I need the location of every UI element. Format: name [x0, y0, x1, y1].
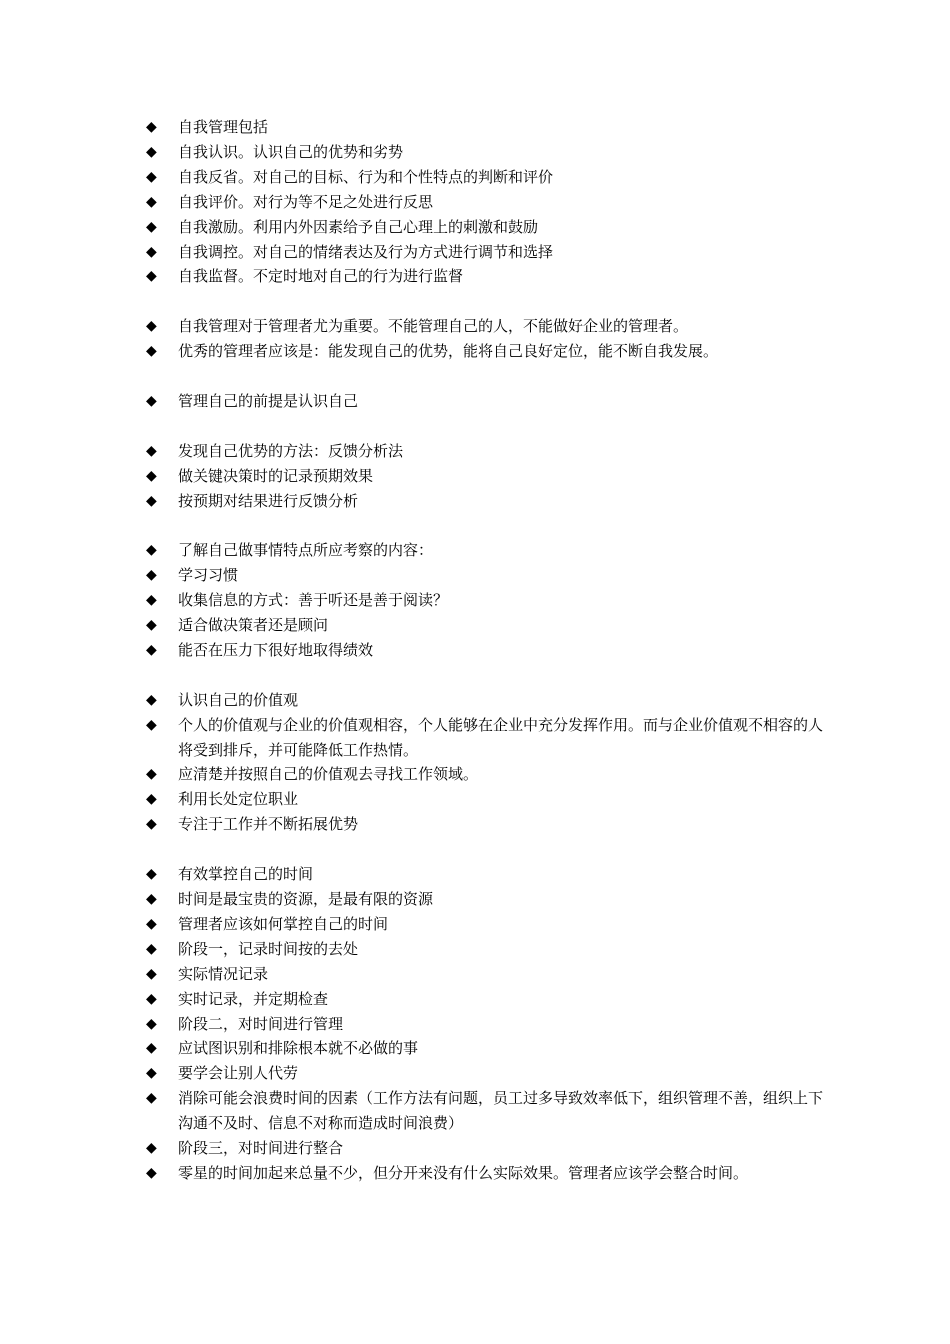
- diamond-bullet-icon: ◆: [146, 791, 157, 808]
- diamond-bullet-icon: ◆: [146, 168, 157, 185]
- diamond-bullet-icon: ◆: [146, 1090, 157, 1107]
- list-item: [146, 1136, 826, 1161]
- list-item-text: 认识自己的价值观: [178, 690, 299, 709]
- list-item-text: 发现自己优势的方法：反馈分析法: [178, 441, 404, 460]
- diamond-bullet-icon: ◆: [146, 442, 157, 459]
- list-item: [146, 314, 826, 339]
- list-item-text: 阶段三，对时间进行整合: [178, 1139, 344, 1158]
- list-item-text: 自我评价。对行为等不足之处进行反思: [178, 192, 434, 211]
- list-item: [146, 1061, 826, 1086]
- list-item-text: 应清楚并按照自己的价值观去寻找工作领域。: [178, 765, 479, 784]
- list-item-text: 实际情况记录: [178, 964, 269, 983]
- list-item: [146, 165, 826, 190]
- list-item-text: 自我认识。认识自己的优势和劣势: [178, 142, 404, 161]
- list-item: [146, 688, 826, 713]
- group-spacer: [146, 364, 826, 389]
- list-item-text: 自我反省。对自己的目标、行为和个性特点的判断和评价: [178, 167, 554, 186]
- diamond-bullet-icon: ◆: [146, 1015, 157, 1032]
- diamond-bullet-icon: ◆: [146, 567, 157, 584]
- list-item-text: 利用长处定位职业: [178, 790, 299, 809]
- list-item: [146, 140, 826, 165]
- group-spacer: [146, 663, 826, 688]
- list-item-text: 有效掌控自己的时间: [178, 865, 314, 884]
- list-item: [146, 1086, 826, 1136]
- list-item-text: 优秀的管理者应该是：能发现自己的优势，能将自己良好定位，能不断自我发展。: [178, 342, 719, 361]
- group-spacer: [146, 837, 826, 862]
- list-item: [146, 812, 826, 837]
- list-item: [146, 489, 826, 514]
- list-item: [146, 240, 826, 265]
- list-item: [146, 588, 826, 613]
- diamond-bullet-icon: ◆: [146, 617, 157, 634]
- list-item: [146, 190, 826, 215]
- diamond-bullet-icon: ◆: [146, 268, 157, 285]
- group-spacer: [146, 289, 826, 314]
- bullet-list: [146, 115, 826, 1186]
- list-item: [146, 115, 826, 140]
- list-item-text: 实时记录，并定期检查: [178, 989, 329, 1008]
- list-item: [146, 962, 826, 987]
- list-item-text: 管理自己的前提是认识自己: [178, 391, 359, 410]
- list-item: [146, 1161, 826, 1186]
- list-item: [146, 439, 826, 464]
- list-item: [146, 1012, 826, 1037]
- list-item-text: 做关键决策时的记录预期效果: [178, 466, 374, 485]
- list-item: [146, 987, 826, 1012]
- list-item-text: 了解自己做事情特点所应考察的内容：: [178, 541, 434, 560]
- diamond-bullet-icon: ◆: [146, 915, 157, 932]
- group-spacer: [146, 414, 826, 439]
- list-item: [146, 912, 826, 937]
- diamond-bullet-icon: ◆: [146, 592, 157, 609]
- list-item: [146, 563, 826, 588]
- list-item-text: 阶段一，记录时间按的去处: [178, 939, 359, 958]
- list-item-text: 专注于工作并不断拓展优势: [178, 815, 359, 834]
- diamond-bullet-icon: ◆: [146, 891, 157, 907]
- list-item: [146, 787, 826, 812]
- diamond-bullet-icon: ◆: [146, 243, 157, 260]
- list-item: [146, 613, 826, 638]
- list-item: [146, 713, 826, 763]
- list-item: [146, 937, 826, 962]
- list-item-text: 管理者应该如何掌控自己的时间: [178, 914, 389, 933]
- list-item: [146, 464, 826, 489]
- diamond-bullet-icon: ◆: [146, 866, 157, 883]
- list-item-text: 应试图识别和排除根本就不必做的事: [178, 1039, 419, 1058]
- diamond-bullet-icon: ◆: [146, 542, 157, 559]
- diamond-bullet-icon: ◆: [146, 766, 157, 783]
- diamond-bullet-icon: ◆: [146, 641, 157, 658]
- diamond-bullet-icon: ◆: [146, 816, 157, 833]
- list-item-text: 学习习惯: [178, 566, 239, 585]
- diamond-bullet-icon: ◆: [146, 1164, 157, 1181]
- list-item-text: 收集信息的方式：善于听还是善于阅读？: [178, 591, 449, 610]
- diamond-bullet-icon: ◆: [146, 119, 157, 135]
- list-item: [146, 215, 826, 240]
- diamond-bullet-icon: ◆: [146, 990, 157, 1007]
- diamond-bullet-icon: ◆: [146, 1040, 157, 1057]
- list-item-text: 自我管理包括: [178, 118, 269, 136]
- group-spacer: [146, 513, 826, 538]
- list-item-text: 零星的时间加起来总量不少，但分开来没有什么实际效果。管理者应该学会整合时间。: [178, 1163, 749, 1182]
- list-item-text: 个人的价值观与企业的价值观相容，个人能够在企业中充分发挥作用。而与企业价值观不相容的人将受到排斥，并可能降低工作热情。: [178, 715, 824, 759]
- diamond-bullet-icon: ◆: [146, 1140, 157, 1157]
- list-item-text: 自我监督。不定时地对自己的行为进行监督: [178, 267, 464, 286]
- list-item-text: 消除可能会浪费时间的因素（工作方法有问题，员工过多导致效率低下，组织管理不善，组织上下沟通不及时、信息不对称而造成时间浪费）: [178, 1089, 824, 1133]
- list-item: [146, 638, 826, 663]
- diamond-bullet-icon: ◆: [146, 343, 157, 360]
- list-item: [146, 887, 826, 912]
- diamond-bullet-icon: ◆: [146, 193, 157, 210]
- list-item: [146, 862, 826, 887]
- list-item: [146, 389, 826, 414]
- list-item-text: 能否在压力下很好地取得绩效: [178, 640, 374, 659]
- diamond-bullet-icon: ◆: [146, 691, 157, 708]
- list-item-text: 自我调控。对自己的情绪表达及行为方式进行调节和选择: [178, 242, 554, 261]
- list-item: [146, 264, 826, 289]
- list-item: [146, 339, 826, 364]
- diamond-bullet-icon: ◆: [146, 492, 157, 509]
- list-item-text: 阶段二，对时间进行管理: [178, 1014, 344, 1033]
- list-item-text: 按预期对结果进行反馈分析: [178, 491, 359, 510]
- diamond-bullet-icon: ◆: [146, 965, 157, 982]
- diamond-bullet-icon: ◆: [146, 392, 157, 409]
- list-item: [146, 538, 826, 563]
- list-item-text: 自我激励。利用内外因素给予自己心理上的刺激和鼓励: [178, 217, 539, 236]
- diamond-bullet-icon: ◆: [146, 716, 157, 733]
- list-item-text: 自我管理对于管理者尤为重要。不能管理自己的人，不能做好企业的管理者。: [178, 317, 689, 336]
- diamond-bullet-icon: ◆: [146, 218, 157, 235]
- diamond-bullet-icon: ◆: [146, 318, 157, 335]
- list-item-text: 时间是最宝贵的资源，是最有限的资源: [178, 890, 434, 908]
- diamond-bullet-icon: ◆: [146, 1065, 157, 1082]
- list-item: [146, 762, 826, 787]
- list-item: [146, 1036, 826, 1061]
- list-item-text: 适合做决策者还是顾问: [178, 616, 329, 635]
- diamond-bullet-icon: ◆: [146, 467, 157, 484]
- diamond-bullet-icon: ◆: [146, 143, 157, 160]
- list-item-text: 要学会让别人代劳: [178, 1064, 299, 1083]
- diamond-bullet-icon: ◆: [146, 940, 157, 957]
